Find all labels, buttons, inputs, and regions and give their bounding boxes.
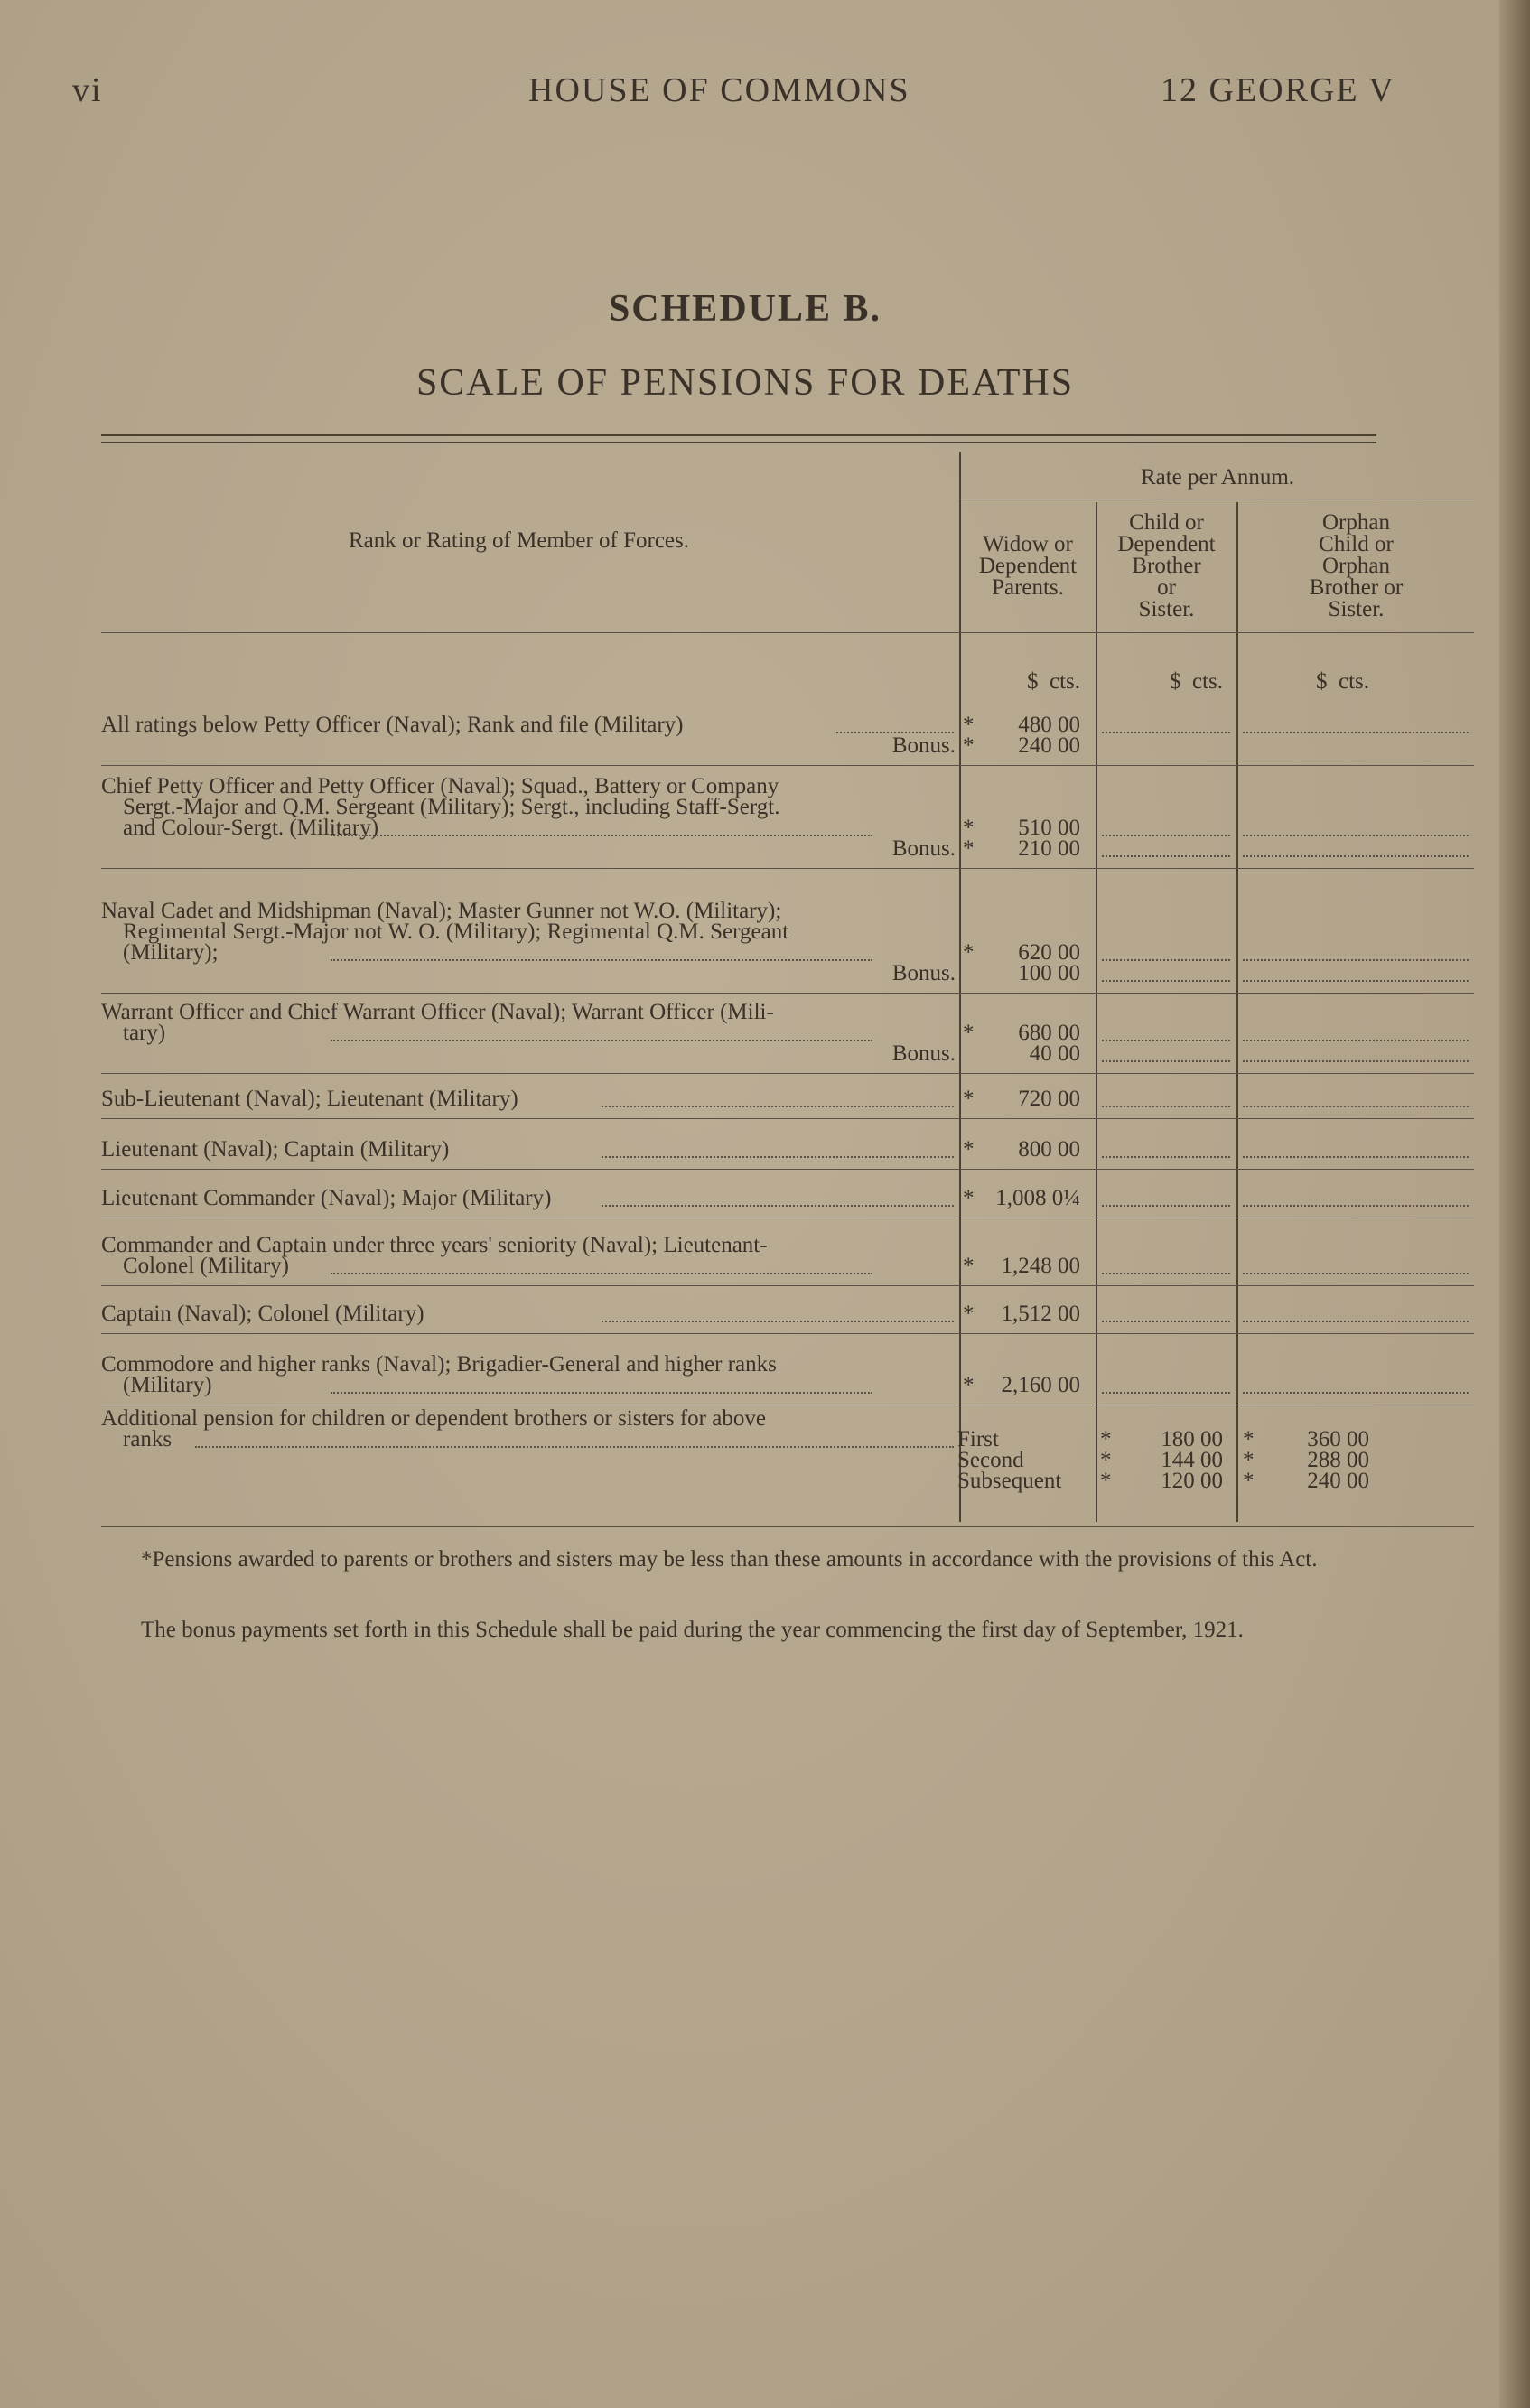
unit-label-widow: $ cts. [1026,669,1080,694]
row-rule [101,868,1474,869]
bonus-label: Bonus. [891,733,956,758]
unit-label-orphan: $ cts. [1315,669,1369,694]
header-line: Parents. [992,575,1064,600]
header-line: Brother or [1309,575,1404,600]
widow-rate-value: 620 00 [1018,940,1080,965]
widow-rate-value: 680 00 [1018,1021,1080,1045]
footnote-star: * [963,1186,975,1210]
widow-rate-value: 800 00 [1018,1137,1080,1162]
leader-dots [331,957,872,961]
schedule-title: SCALE OF PENSIONS FOR DEATHS [415,362,1075,404]
header-line: Widow or [983,532,1073,556]
leader-dots [1243,1104,1469,1107]
bonus-value: 40 00 [1029,1041,1080,1066]
rank-description-line: Warrant Officer and Chief Warrant Officer (Naval); Warrant Officer (Mili- [101,1000,774,1024]
header-line: Orphan [1322,510,1390,535]
header-line: Sister. [1138,597,1195,621]
rank-description-line: Regimental Sergt.-Major not W. O. (Military); Regimental Q.M. Sergeant [123,919,789,944]
leader-dots [1243,957,1469,961]
page-number: vi [72,71,103,109]
child-rate-value: 120 00 [1161,1469,1223,1493]
leader-dots [195,1444,954,1448]
leader-dots [1243,1390,1469,1394]
rank-description-line: Naval Cadet and Midshipman (Naval); Master Gunner not W.O. (Military); [101,899,782,923]
footnote-star: * [963,1137,975,1162]
leader-dots [1102,1104,1230,1107]
footnote-star: * [963,733,975,758]
widow-rate-value: 1,008 0¼ [995,1186,1080,1210]
leader-dots [1102,1390,1230,1394]
rank-description-line: Additional pension for children or dependent brothers or sisters for above [101,1406,766,1431]
leader-dots [1243,1271,1469,1274]
schedule-label: SCHEDULE B. [608,288,882,330]
leader-dots [331,1038,872,1041]
leader-dots [1243,1154,1469,1158]
widow-rate-value: 1,248 00 [1001,1254,1080,1278]
leader-dots [1102,1203,1230,1207]
row-rule [101,993,1474,994]
rank-description-line: Sub-Lieutenant (Naval); Lieutenant (Military) [101,1087,518,1111]
footnote-star: * [1243,1469,1255,1493]
rank-description-line: Lieutenant Commander (Naval); Major (Military) [101,1186,552,1210]
leader-dots [331,1271,872,1274]
leader-dots [1243,1203,1469,1207]
leader-dots [1243,1038,1469,1041]
rank-description-line: ranks [123,1427,173,1451]
tier-label: Subsequent [957,1469,1062,1493]
footnote-star: * [963,816,975,840]
bonus-value: 210 00 [1018,836,1080,861]
leader-dots [1243,833,1469,836]
rank-description-line: Lieutenant (Naval); Captain (Military) [101,1137,450,1162]
header-line: Sister. [1328,597,1385,621]
leader-dots [1102,833,1230,836]
footnote-star: * [963,1254,975,1278]
header-bottom-rule [101,632,1474,633]
widow-rate-value: 510 00 [1018,816,1080,840]
tier-label: Second [957,1448,1024,1472]
header-line: Dependent [978,554,1078,578]
leader-dots [602,1104,954,1107]
col-rule-rank [959,452,961,1522]
row-rule [101,1169,1474,1170]
footnote-star: * [1100,1469,1112,1493]
widow-rate-value: 720 00 [1018,1087,1080,1111]
footnote-star: * [963,713,975,737]
header-line: Orphan [1322,554,1390,578]
leader-dots [1102,1038,1230,1041]
page-edge-shadow [1499,0,1530,2408]
top-rule-second [101,442,1376,443]
rank-description-line: Chief Petty Officer and Petty Officer (Naval); Squad., Battery or Company [101,774,779,798]
header-line: Child or [1129,510,1204,535]
regnal-year: 12 GEORGE V [1161,71,1395,109]
orphan-rate-value: 360 00 [1307,1427,1369,1451]
leader-dots [331,1390,872,1394]
rank-description-line: tary) [123,1021,166,1045]
header-line: Dependent [1117,532,1216,556]
bonus-label: Bonus. [891,1041,956,1066]
leader-dots [602,1203,954,1207]
leader-dots [1102,978,1230,982]
rank-description-line: Commander and Captain under three years' seniority (Naval); Lieutenant- [101,1233,768,1257]
footnote-pensions: *Pensions awarded to parents or brothers and sisters may be less than these amounts in accordance with the provisions of this Act. [141,1547,1318,1572]
bonus-label: Bonus. [891,836,956,861]
header-line: or [1157,575,1176,600]
leader-dots [1243,1059,1469,1062]
child-rate-value: 180 00 [1161,1427,1223,1451]
bonus-value: 240 00 [1018,733,1080,758]
footnote-star: * [1100,1448,1112,1472]
top-rule [101,434,1376,436]
widow-rate-value: 480 00 [1018,713,1080,737]
row-rule [101,1285,1474,1286]
leader-dots [1102,957,1230,961]
col-rule-child [1236,502,1238,1522]
bonus-label: Bonus. [891,961,956,985]
rank-description-line: All ratings below Petty Officer (Naval); Rank and file (Military) [101,713,684,737]
footnote-bonus: The bonus payments set forth in this Schedule shall be paid during the year commencing the first day of September, 1921. [141,1618,1244,1642]
leader-dots [1243,1319,1469,1322]
child-rate-value: 144 00 [1161,1448,1223,1472]
leader-dots [602,1319,954,1322]
footnote-star: * [963,1302,975,1326]
footnote-star: * [963,836,975,861]
footnote-star: * [1243,1448,1255,1472]
row-rule [101,765,1474,766]
footnote-star: * [963,940,975,965]
table-bottom-rule [101,1526,1474,1527]
running-title: HOUSE OF COMMONS [528,71,910,109]
header-line: Child or [1319,532,1394,556]
leader-dots [1102,1154,1230,1158]
leader-dots [1102,854,1230,857]
unit-label-child: $ cts. [1169,669,1223,694]
orphan-rate-value: 288 00 [1307,1448,1369,1472]
footnote-star: * [1100,1427,1112,1451]
rank-description-line: Sergt.-Major and Q.M. Sergeant (Military); Sergt., including Staff-Sergt. [123,795,780,819]
rank-description-line: Commodore and higher ranks (Naval); Brigadier-General and higher ranks [101,1352,777,1377]
footnote-star: * [1243,1427,1255,1451]
leader-dots [1243,730,1469,733]
footnote-star: * [963,1373,975,1397]
leader-dots [1102,1319,1230,1322]
orphan-rate-value: 240 00 [1307,1469,1369,1493]
leader-dots [1102,730,1230,733]
footnote-star: * [963,1087,975,1111]
leader-dots [1102,1059,1230,1062]
leader-dots [602,1154,954,1158]
header-line: Brother [1132,554,1201,578]
row-rule [101,1333,1474,1334]
row-rule [101,1118,1474,1119]
bonus-value: 100 00 [1018,961,1080,985]
rank-description-line: Captain (Naval); Colonel (Military) [101,1302,424,1326]
leader-dots [1243,854,1469,857]
tier-label: First [957,1427,999,1451]
rate-header: Rate per Annum. [1140,465,1295,490]
rank-description-line: Colonel (Military) [123,1254,289,1278]
leader-dots [1243,978,1469,982]
widow-rate-value: 2,160 00 [1001,1373,1080,1397]
footnote-star: * [963,1021,975,1045]
widow-rate-value: 1,512 00 [1001,1302,1080,1326]
leader-dots [1102,1271,1230,1274]
row-rule [101,1073,1474,1074]
leader-dots [331,833,872,836]
col-rule-widow [1096,502,1097,1522]
rank-description-line: (Military); [123,940,219,965]
rank-description-line: and Colour-Sergt. (Military) [123,816,379,840]
rank-description-line: (Military) [123,1373,212,1397]
rank-column-header: Rank or Rating of Member of Forces. [349,528,690,553]
